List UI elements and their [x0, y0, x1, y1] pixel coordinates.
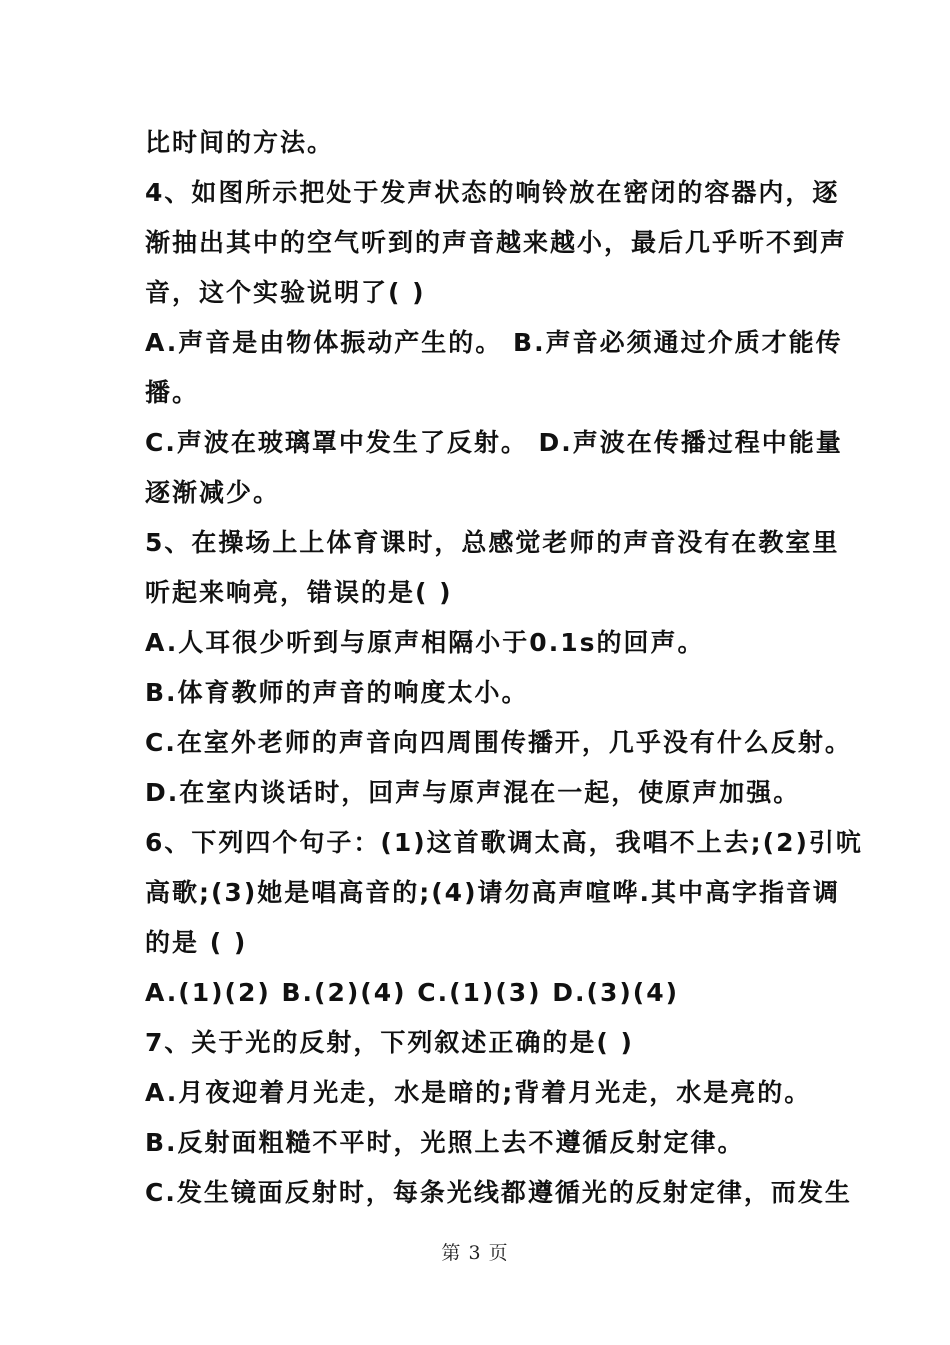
text-line: A.月夜迎着月光走，水是暗的;背着月光走，水是亮的。 — [145, 1078, 812, 1107]
text-line: 高歌;(3)她是唱高音的;(4)请勿高声喧哗.其中高字指音调 — [145, 878, 840, 907]
page-number: 第 3 页 — [441, 1242, 509, 1264]
text-line: 比时间的方法。 — [145, 128, 335, 157]
text-line: 的是 ( ) — [145, 928, 248, 957]
text-line: B.体育教师的声音的响度太小。 — [145, 678, 529, 707]
text-line: C.在室外老师的声音向四周围传播开，几乎没有什么反射。 — [145, 728, 852, 757]
text-line: A.人耳很少听到与原声相隔小于0.1s的回声。 — [145, 628, 705, 657]
text-line: 播。 — [145, 378, 200, 407]
page-body — [145, 118, 863, 1218]
text-line: 6、下列四个句子：(1)这首歌调太高，我唱不上去;(2)引吭 — [145, 828, 863, 857]
text-line: B.反射面粗糙不平时，光照上去不遵循反射定律。 — [145, 1128, 745, 1157]
text-line: C.声波在玻璃罩中发生了反射。 D.声波在传播过程中能量 — [145, 428, 843, 457]
text-line: 音，这个实验说明了( ) — [145, 278, 426, 307]
text-line: 渐抽出其中的空气听到的声音越来越小，最后几乎听不到声 — [145, 228, 848, 257]
text-line: A.声音是由物体振动产生的。 B.声音必须通过介质才能传 — [145, 328, 843, 357]
text-line: D.在室内谈话时，回声与原声混在一起，使原声加强。 — [145, 778, 801, 807]
text-line: A.(1)(2) B.(2)(4) C.(1)(3) D.(3)(4) — [145, 978, 680, 1007]
text-line: 逐渐减少。 — [145, 478, 281, 507]
text-line: 听起来响亮，错误的是( ) — [145, 578, 453, 607]
text-line: 4、如图所示把处于发声状态的响铃放在密闭的容器内，逐 — [145, 178, 840, 207]
text-line: 5、在操场上上体育课时，总感觉老师的声音没有在教室里 — [145, 528, 840, 557]
text-line: C.发生镜面反射时，每条光线都遵循光的反射定律，而发生 — [145, 1178, 852, 1207]
text-line: 7、关于光的反射，下列叙述正确的是( ) — [145, 1028, 634, 1057]
